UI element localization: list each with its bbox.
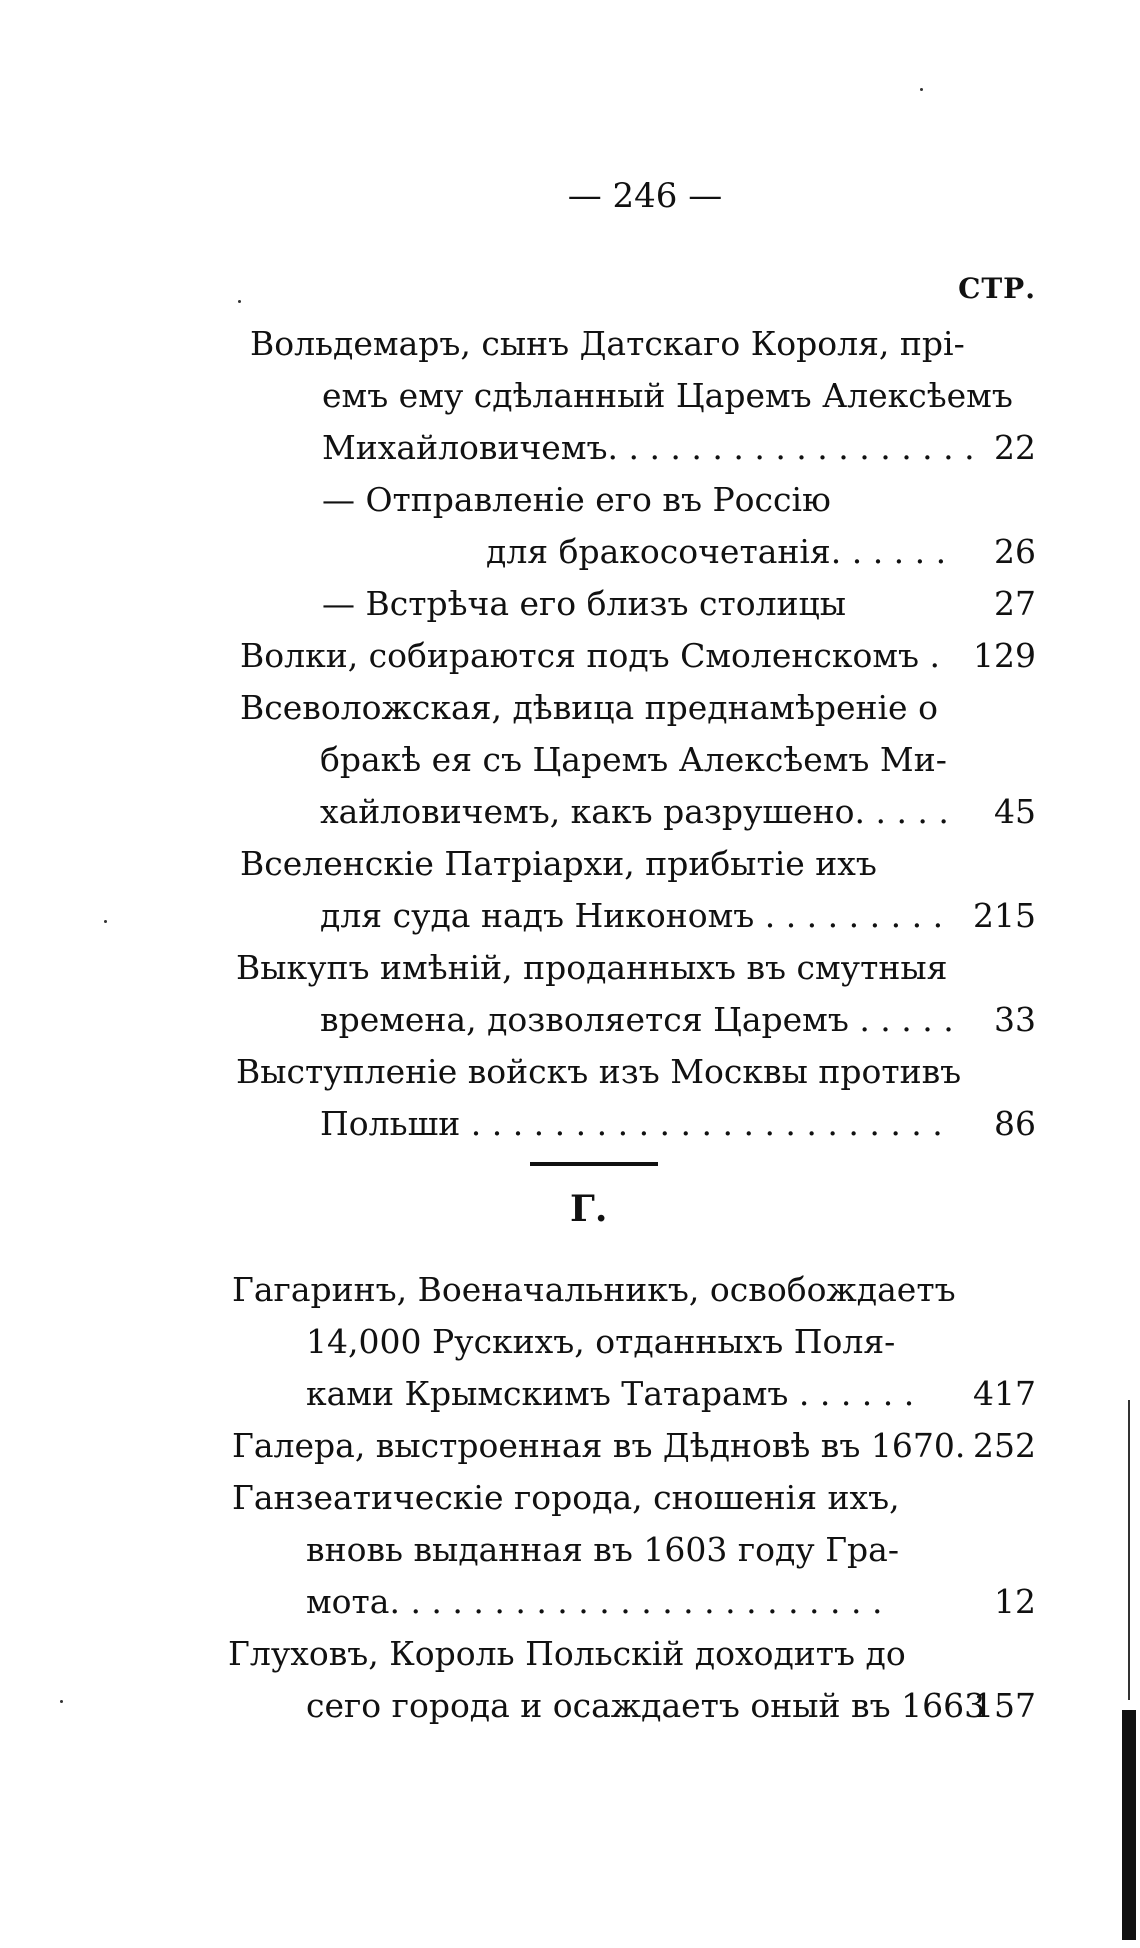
section-letter: Г. bbox=[570, 1188, 608, 1230]
scan-edge-shadow bbox=[1122, 1710, 1136, 1940]
entry-line: Польши . . . . . . . . . . . . . . . . . . . . . . . bbox=[320, 1104, 943, 1143]
entry-line: Вольдемаръ, сынъ Датскаго Короля, прі- bbox=[250, 324, 965, 363]
entry-line: Ганзеатическіе города, сношенія ихъ, bbox=[232, 1478, 900, 1517]
entry-line: Гагаринъ, Военачальникъ, освобождаетъ bbox=[232, 1270, 956, 1309]
entry-line: 14,000 Рускихъ, отданныхъ Поля- bbox=[306, 1322, 896, 1361]
entry-line: Глуховъ, Король Польскій доходитъ до bbox=[228, 1634, 906, 1673]
entry-line: хайловичемъ, какъ разрушено. . . . . bbox=[320, 792, 949, 831]
entry-line: Всеволожская, дѣвица преднамѣреніе о bbox=[240, 688, 938, 727]
entry-line: Михайловичемъ. . . . . . . . . . . . . . . . . . bbox=[322, 428, 975, 467]
entry-line: для суда надъ Никономъ . . . . . . . . . bbox=[320, 896, 944, 935]
entry-line: Выкупъ имѣній, проданныхъ въ смутныя bbox=[236, 948, 948, 987]
entry-line: — Отправленіе его въ Россію bbox=[322, 480, 831, 519]
entry-line: вновь выданная въ 1603 году Гра- bbox=[306, 1530, 900, 1569]
entry-line: Выступленіе войскъ изъ Москвы противъ bbox=[236, 1052, 962, 1091]
scan-speck bbox=[60, 1700, 63, 1703]
entry-line: сего города и осаждаетъ оный въ 1663 bbox=[306, 1686, 986, 1725]
entry-line: Вселенскіе Патріархи, прибытіе ихъ bbox=[240, 844, 877, 883]
entry-line: бракѣ ея съ Царемъ Алексѣемъ Ми- bbox=[320, 740, 947, 779]
scan-edge-line bbox=[1128, 1400, 1130, 1700]
page-number: — 246 — bbox=[567, 176, 723, 216]
scan-speck bbox=[238, 300, 241, 303]
entry-line: емъ ему сдѣланный Царемъ Алексѣемъ bbox=[322, 376, 1013, 415]
entry-line: времена, дозволяется Царемъ . . . . . bbox=[320, 1000, 954, 1039]
entry-line: Галера, выстроенная въ Дѣдновѣ въ 1670. bbox=[232, 1426, 966, 1465]
scan-speck bbox=[920, 88, 923, 91]
entry-line: Волки, собираются подъ Смоленскомъ . bbox=[240, 636, 941, 675]
entry-line: ками Крымскимъ Татарамъ . . . . . . bbox=[306, 1374, 915, 1413]
entry-line: мота. . . . . . . . . . . . . . . . . . . . . . . . bbox=[306, 1582, 883, 1621]
section-divider bbox=[530, 1162, 658, 1166]
entry-line: — Встрѣча его близъ столицы bbox=[322, 584, 847, 623]
entry-line: для бракосочетанія. . . . . . bbox=[486, 532, 947, 571]
scan-speck bbox=[104, 920, 107, 923]
page-column-label: СТР. bbox=[958, 272, 1036, 305]
